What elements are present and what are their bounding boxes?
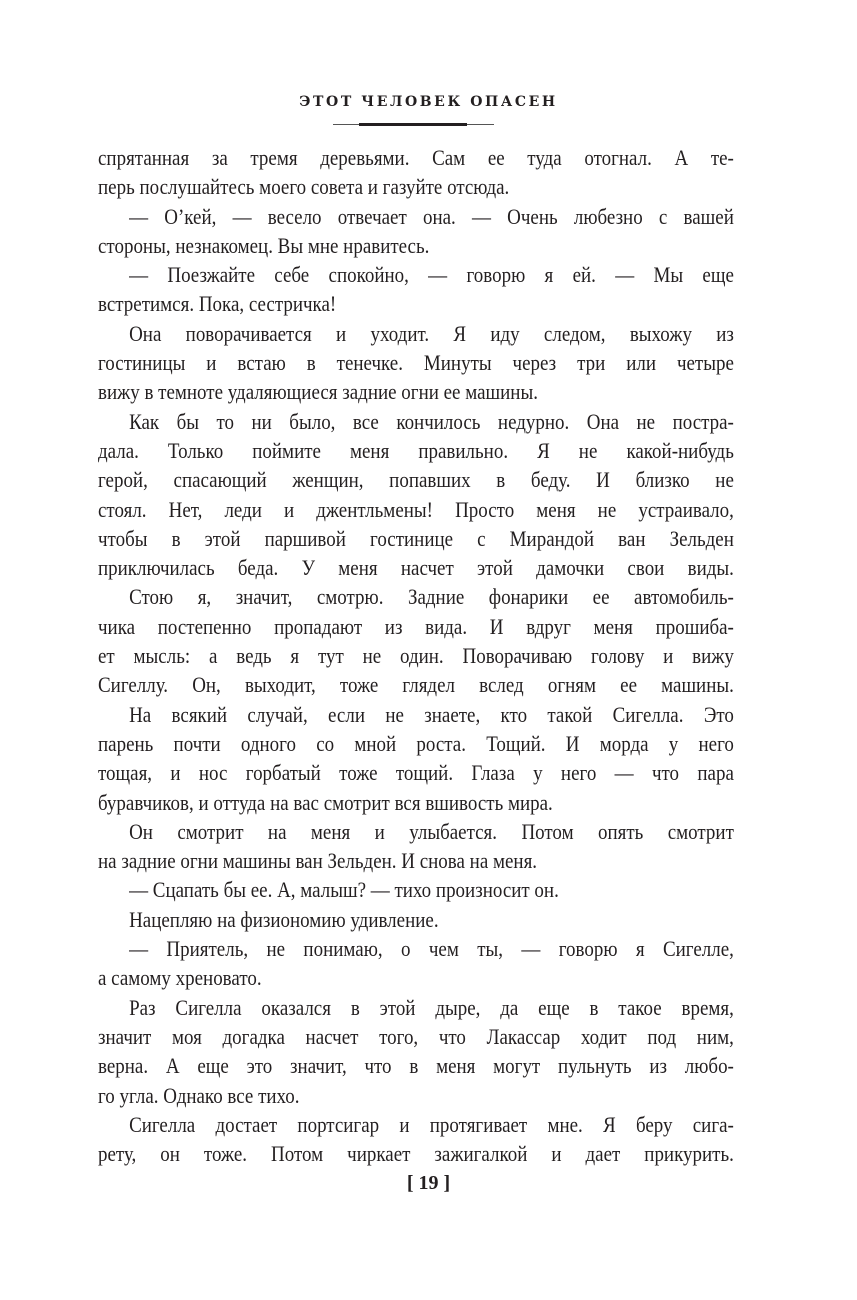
running-head: ЭТОТ ЧЕЛОВЕК ОПАСЕН	[299, 94, 558, 110]
text-line: ет мысль: а ведь я тут не один. Поворачиваю голову и вижу	[98, 643, 734, 669]
text-line: на задние огни машины ван Зельден. И снова на меня.	[98, 848, 538, 874]
text-line: стоял. Нет, леди и джентльмены! Просто меня не устраивало,	[98, 496, 734, 522]
text-line: парень почти одного со мной роста. Тощий. И морда у него	[98, 730, 734, 756]
text-line: рету, он тоже. Потом чиркает зажигалкой и дает прикурить.	[98, 1141, 734, 1167]
text-line: чтобы в этой паршивой гостинице с Мирандой ван Зельден	[98, 525, 734, 551]
text-line: перь послушайтесь моего совета и газуйте отсюда.	[98, 174, 510, 200]
text-line: чика постепенно пропадают из вида. И вдруг меня прошиба-	[98, 613, 734, 639]
text-line: Как бы то ни было, все кончилось недурно. Она не постра-	[129, 408, 734, 434]
text-line: верна. А еще это значит, что в меня могут пульнуть из любо-	[98, 1053, 734, 1079]
text-line: — Приятель, не понимаю, о чем ты, — говорю я Сигелле,	[129, 936, 734, 962]
text-line: Она поворачивается и уходит. Я иду следом, выхожу из	[129, 320, 734, 346]
text-line: Сигеллу. Он, выходит, тоже глядел вслед огням ее машины.	[98, 672, 734, 698]
text-line: гостиницы и встаю в тенечке. Минуты через три или четыре	[98, 350, 734, 376]
text-line: стороны, незнакомец. Вы мне нравитесь.	[98, 232, 430, 258]
body-text	[98, 143, 734, 1168]
text-line: Стою я, значит, смотрю. Задние фонарики ее автомобиль-	[129, 584, 734, 610]
text-line: На всякий случай, если не знаете, кто такой Сигелла. Это	[129, 701, 734, 727]
text-line: дала. Только поймите меня правильно. Я не какой-нибудь	[98, 437, 734, 463]
text-line: значит моя догадка насчет того, что Лакассар ходит под ним,	[98, 1023, 734, 1049]
text-line: встретимся. Пока, сестричка!	[98, 291, 337, 317]
text-line: тощая, и нос горбатый тоже тощий. Глаза у него — что пара	[98, 760, 734, 786]
text-line: приключилась беда. У меня насчет этой дамочки свои виды.	[98, 555, 734, 581]
header-rule-thick	[359, 123, 467, 126]
text-line: Нацепляю на физиономию удивление.	[129, 906, 439, 932]
text-line: буравчиков, и оттуда на вас смотрит вся вшивость мира.	[98, 789, 553, 815]
page-number: [ 19 ]	[406, 1172, 451, 1194]
text-line: а самому хреновато.	[98, 965, 262, 991]
text-line: Он смотрит на меня и улыбается. Потом опять смотрит	[129, 818, 734, 844]
text-line: герой, спасающий женщин, попавших в беду. И близко не	[98, 467, 734, 493]
text-line: спрятанная за тремя деревьями. Сам ее туда отогнал. А те-	[98, 145, 734, 170]
text-line: Раз Сигелла оказался в этой дыре, да еще в такое время,	[129, 994, 734, 1020]
text-line: го угла. Однако все тихо.	[98, 1082, 300, 1108]
text-line: — О’кей, — весело отвечает она. — Очень любезно с вашей	[129, 203, 734, 229]
text-line: — Сцапать бы ее. А, малыш? — тихо произносит он.	[129, 877, 559, 903]
text-line: вижу в темноте удаляющиеся задние огни ее машины.	[98, 379, 538, 405]
text-line: — Поезжайте себе спокойно, — говорю я ей. — Мы еще	[129, 262, 734, 288]
text-line: Сигелла достает портсигар и протягивает мне. Я беру сига-	[129, 1111, 734, 1137]
